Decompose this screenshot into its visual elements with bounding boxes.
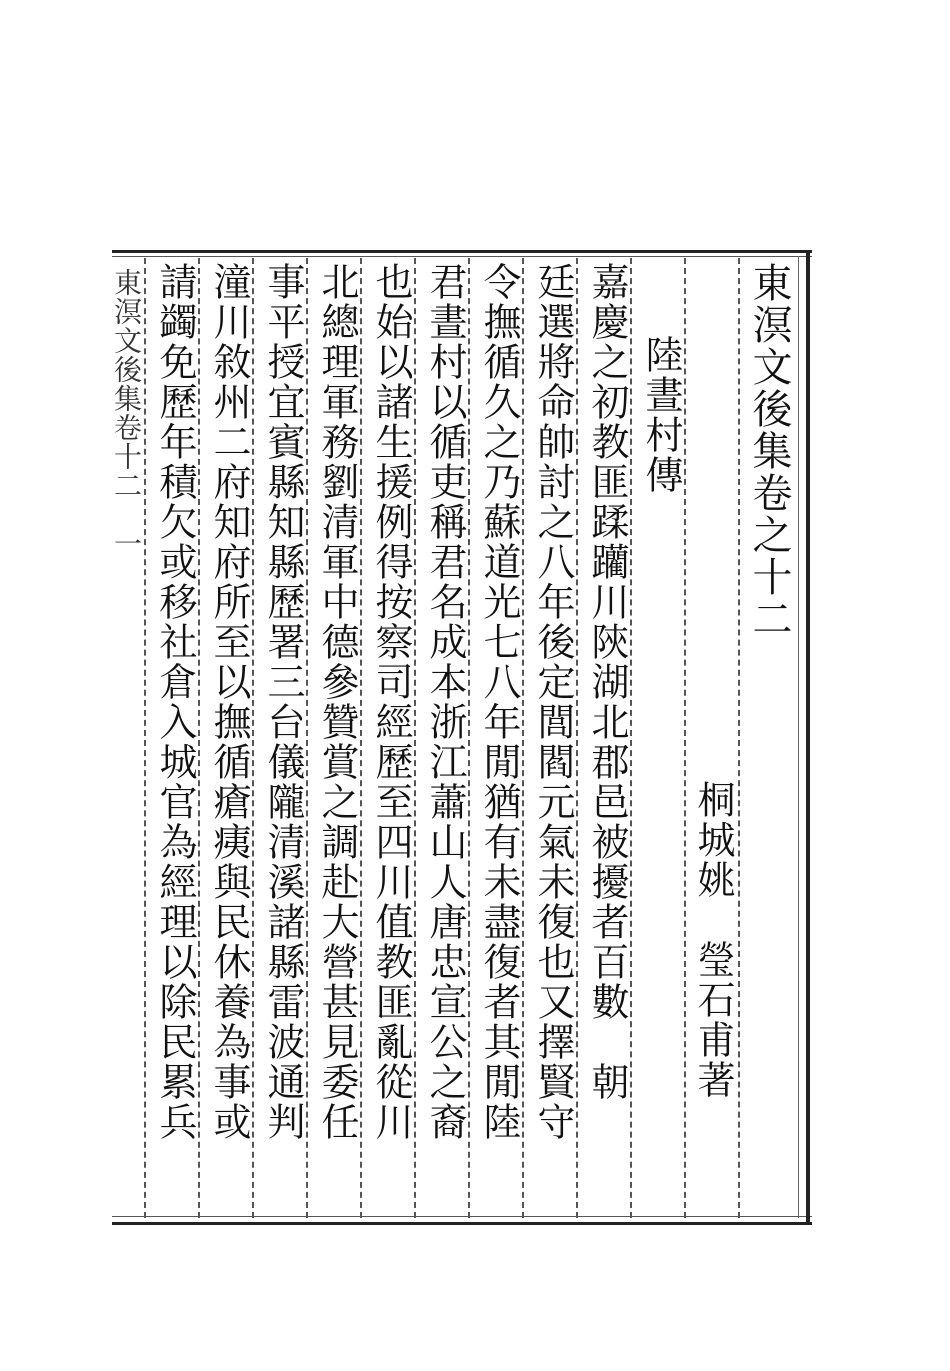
column-rule bbox=[144, 258, 146, 1218]
body-line: 廷選將命帥討之八年後定閭閻元氣未復也又擇賢守 bbox=[531, 262, 575, 1142]
body-line: 君晝村以循吏稱君名成本浙江蕭山人唐忠宣公之裔 bbox=[423, 262, 467, 1142]
frame-border-bottom-inner bbox=[112, 1216, 812, 1217]
frame-border-right-inner bbox=[798, 256, 799, 1218]
body-line: 令撫循久之乃蘇道光七八年閒猶有未盡復者其閒陸 bbox=[477, 262, 521, 1142]
margin-label: 東溟文後集卷十二 一 bbox=[110, 268, 143, 558]
essay-title: 陸晝村傳 bbox=[639, 335, 683, 495]
body-line: 也始以諸生援例得按察司經歷至四川值教匪亂從川 bbox=[369, 262, 413, 1142]
author-name: 瑩石甫著 bbox=[691, 940, 735, 1100]
body-line: 事平授宜賓縣知縣歷署三台儀隴清溪諸縣雷波通判 bbox=[261, 262, 305, 1142]
frame-border-top bbox=[112, 250, 812, 253]
body-line: 北總理軍務劉清軍中德參贊賞之調赴大營甚見委任 bbox=[315, 262, 359, 1142]
running-title: 東溟文後集卷之十二 bbox=[746, 262, 792, 640]
body-line: 潼川敘州二府知府所至以撫循瘡痍與民休養為事或 bbox=[207, 262, 251, 1142]
column-rule bbox=[738, 258, 740, 1218]
body-line: 嘉慶之初教匪蹂躪川陝湖北郡邑被擾者百數 朝 bbox=[585, 262, 629, 1102]
frame-border-bottom bbox=[112, 1222, 812, 1225]
body-line: 請蠲免歷年積欠或移社倉入城官為經理以除民累兵 bbox=[153, 262, 197, 1142]
frame-border-top-inner bbox=[112, 256, 812, 257]
frame-border-right bbox=[806, 250, 810, 1225]
author-place: 桐城姚 bbox=[691, 780, 735, 900]
